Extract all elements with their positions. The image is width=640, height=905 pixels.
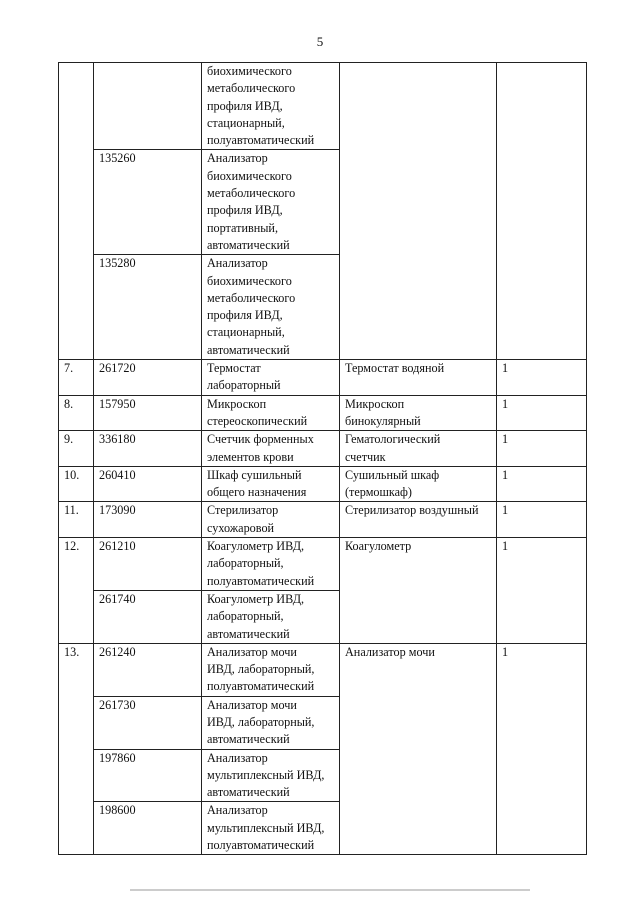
device-name-line: мультиплексный ИВД, bbox=[207, 767, 325, 782]
device-name-line: метаболического bbox=[207, 186, 296, 201]
device-name-cell bbox=[202, 431, 340, 467]
device-name-line: полуавтоматический bbox=[207, 838, 315, 853]
device-name-line: мультиплексный ИВД, bbox=[207, 820, 325, 835]
table-row bbox=[59, 360, 587, 396]
device-name-line: автоматический bbox=[207, 785, 290, 800]
quantity-cell bbox=[497, 63, 587, 360]
device-name-cell bbox=[202, 643, 340, 696]
table-row bbox=[59, 63, 587, 150]
device-name-line: полуавтоматический bbox=[207, 573, 315, 588]
equipment-name-line: Коагулометр bbox=[345, 539, 412, 554]
equipment-name-line: Термостат водяной bbox=[345, 361, 445, 376]
code-cell: 197860 bbox=[94, 749, 202, 802]
row-number-cell: 8. bbox=[59, 395, 94, 431]
device-name-line: лабораторный, bbox=[207, 556, 284, 571]
device-name-line: стационарный, bbox=[207, 325, 285, 340]
device-name-line: Коагулометр ИВД, bbox=[207, 591, 305, 606]
equipment-name-line: счетчик bbox=[345, 449, 386, 464]
quantity-cell: 1 bbox=[497, 395, 587, 431]
device-name-line: профиля ИВД, bbox=[207, 308, 283, 323]
device-name-line: лабораторный, bbox=[207, 609, 284, 624]
row-number-cell: 10. bbox=[59, 466, 94, 502]
device-name-line: автоматический bbox=[207, 237, 290, 252]
table-row bbox=[59, 395, 587, 431]
row-number-cell bbox=[59, 63, 94, 360]
device-name-line: Счетчик форменных bbox=[207, 432, 314, 447]
equipment-name-line: Микроскоп bbox=[345, 396, 405, 411]
equipment-name-cell bbox=[340, 466, 497, 502]
equipment-name-cell bbox=[340, 538, 497, 644]
page-number: 5 bbox=[316, 34, 324, 49]
device-name-line: профиля ИВД, bbox=[207, 203, 283, 218]
table-row bbox=[59, 643, 587, 696]
equipment-name-line: Гематологический bbox=[345, 432, 441, 447]
equipment-name-cell bbox=[340, 502, 497, 538]
equipment-name-line: Сушильный шкаф bbox=[345, 467, 440, 482]
device-name-line: общего назначения bbox=[207, 485, 307, 500]
device-name-line: биохимического bbox=[207, 168, 292, 183]
device-name-line: профиля ИВД, bbox=[207, 98, 283, 113]
device-name-line: метаболического bbox=[207, 81, 296, 96]
code-cell: 198600 bbox=[94, 802, 202, 855]
device-name-cell bbox=[202, 802, 340, 855]
equipment-table bbox=[58, 62, 587, 855]
device-name-line: Шкаф сушильный bbox=[207, 467, 302, 482]
quantity-cell: 1 bbox=[497, 502, 587, 538]
device-name-line: полуавтоматический bbox=[207, 679, 315, 694]
device-name-line: сухожаровой bbox=[207, 520, 275, 535]
device-name-cell bbox=[202, 395, 340, 431]
equipment-name-cell bbox=[340, 431, 497, 467]
device-name-line: метаболического bbox=[207, 290, 296, 305]
code-cell: 261730 bbox=[94, 696, 202, 749]
row-number-cell: 11. bbox=[59, 502, 94, 538]
quantity-cell: 1 bbox=[497, 538, 587, 644]
device-name-cell bbox=[202, 63, 340, 150]
code-cell: 135280 bbox=[94, 255, 202, 360]
equipment-name-cell bbox=[340, 63, 497, 360]
equipment-name-line: Стерилизатор воздушный bbox=[345, 503, 479, 518]
row-number-cell: 7. bbox=[59, 360, 94, 396]
equipment-name-cell bbox=[340, 395, 497, 431]
code-cell bbox=[94, 63, 202, 150]
table-row bbox=[59, 431, 587, 467]
quantity-cell: 1 bbox=[497, 466, 587, 502]
device-name-line: Анализатор мочи bbox=[207, 644, 297, 659]
table-row bbox=[59, 466, 587, 502]
quantity-cell: 1 bbox=[497, 643, 587, 855]
device-name-line: стационарный, bbox=[207, 115, 285, 130]
code-cell: 261210 bbox=[94, 538, 202, 591]
code-cell: 260410 bbox=[94, 466, 202, 502]
device-name-line: ИВД, лабораторный, bbox=[207, 662, 315, 677]
code-cell: 157950 bbox=[94, 395, 202, 431]
device-name-line: Коагулометр ИВД, bbox=[207, 539, 305, 554]
row-number-cell: 13. bbox=[59, 643, 94, 855]
device-name-line: Анализатор bbox=[207, 750, 268, 765]
device-name-line: автоматический bbox=[207, 626, 290, 641]
device-name-line: биохимического bbox=[207, 64, 292, 78]
equipment-name-line: (термошкаф) bbox=[345, 485, 412, 500]
scan-edge-line bbox=[130, 889, 530, 891]
device-name-line: автоматический bbox=[207, 732, 290, 747]
device-name-cell bbox=[202, 255, 340, 360]
code-cell: 135260 bbox=[94, 150, 202, 255]
device-name-cell bbox=[202, 749, 340, 802]
device-name-line: Анализатор bbox=[207, 256, 268, 271]
code-cell: 336180 bbox=[94, 431, 202, 467]
device-name-cell bbox=[202, 360, 340, 396]
device-name-cell bbox=[202, 466, 340, 502]
device-name-line: лабораторный bbox=[207, 378, 281, 393]
equipment-name-line: бинокулярный bbox=[345, 413, 421, 428]
row-number-cell: 12. bbox=[59, 538, 94, 644]
device-name-line: Анализатор bbox=[207, 803, 268, 818]
table-row bbox=[59, 502, 587, 538]
quantity-cell: 1 bbox=[497, 360, 587, 396]
device-name-line: автоматический bbox=[207, 342, 290, 357]
equipment-name-cell bbox=[340, 643, 497, 855]
device-name-line: ИВД, лабораторный, bbox=[207, 714, 315, 729]
device-name-cell bbox=[202, 538, 340, 591]
device-name-cell bbox=[202, 502, 340, 538]
device-name-line: стереоскопический bbox=[207, 413, 308, 428]
code-cell: 261740 bbox=[94, 590, 202, 643]
code-cell: 261720 bbox=[94, 360, 202, 396]
row-number-cell: 9. bbox=[59, 431, 94, 467]
device-name-cell bbox=[202, 150, 340, 255]
device-name-line: Анализатор bbox=[207, 151, 268, 166]
equipment-name-line: Анализатор мочи bbox=[345, 644, 435, 659]
device-name-cell bbox=[202, 696, 340, 749]
device-name-line: портативный, bbox=[207, 220, 279, 235]
device-name-line: Микроскоп bbox=[207, 396, 267, 411]
device-name-line: Анализатор мочи bbox=[207, 697, 297, 712]
code-cell: 261240 bbox=[94, 643, 202, 696]
device-name-line: полуавтоматический bbox=[207, 133, 315, 148]
code-cell: 173090 bbox=[94, 502, 202, 538]
equipment-name-cell bbox=[340, 360, 497, 396]
device-name-line: элементов крови bbox=[207, 449, 294, 464]
quantity-cell: 1 bbox=[497, 431, 587, 467]
table-row bbox=[59, 538, 587, 591]
device-name-line: Термостат bbox=[207, 361, 261, 376]
device-name-cell bbox=[202, 590, 340, 643]
device-name-line: Стерилизатор bbox=[207, 503, 279, 518]
device-name-line: биохимического bbox=[207, 273, 292, 288]
